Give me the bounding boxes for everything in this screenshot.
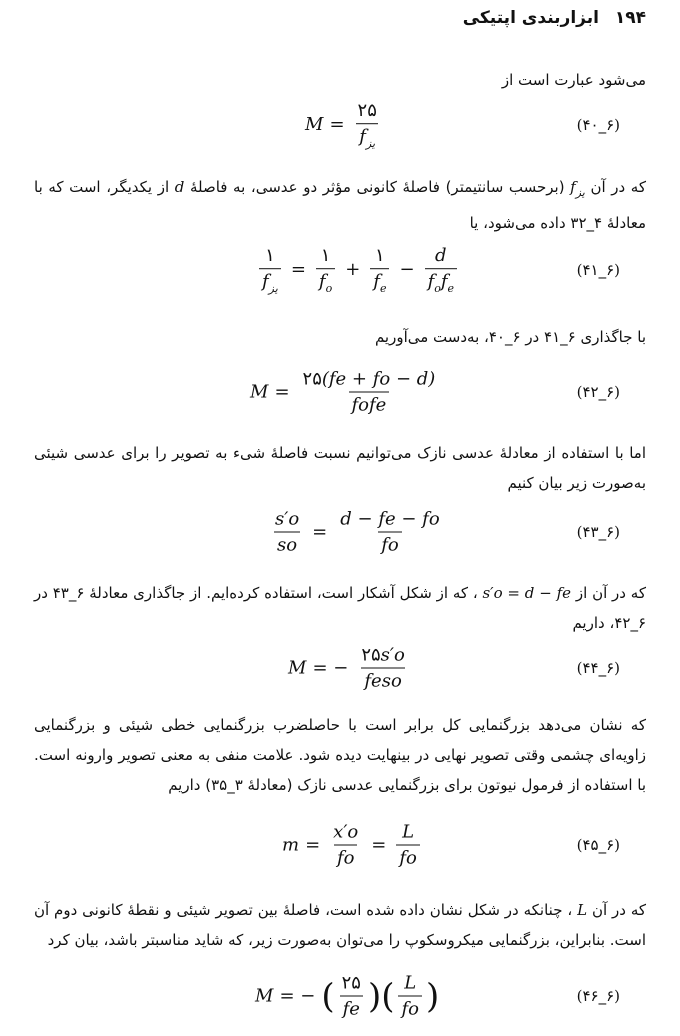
equation-6-41-formula: $\frac{۱}{f_{یز}}$ = $\frac{۱}{f_o}$ + $\frac{۱}{f_e}$ − $\frac{d}{f_of_e}$ [255, 245, 461, 295]
equation-6-40-number: (۶_۴۰) [576, 116, 620, 134]
page-number: ۱۹۴ [614, 8, 646, 28]
paragraph-1: می‌شود عبارت است از [501, 71, 646, 89]
equation-6-43 [0, 502, 680, 562]
equation-6-41-number: (۶_۴۱) [576, 261, 620, 279]
equation-6-42-formula: M = $\frac{۲۵(fe + fo - d)}{\text{fofe}}$ [250, 368, 436, 416]
equation-6-46-formula: M = − ( $\frac{۲۵}{fe}$ ) ( $\frac{L}{fo}$ ) [255, 972, 440, 1020]
equation-6-40-formula: M = $\frac{۲۵}{f_{یز}}$ [305, 100, 377, 150]
equation-6-44 [0, 638, 680, 698]
equation-6-44-formula: M = − $\frac{۲۵s'o}{\text{feso}}$ [288, 644, 405, 692]
equation-6-46-number: (۶_۴۶) [576, 987, 620, 1005]
equation-6-43-formula: $\frac{s'o}{so}$ = $\frac{d - fe - fo}{fo}$ [275, 508, 440, 556]
page-header [463, 8, 646, 28]
paragraph-5: که در آن از s′o = d − fe ، که از شکل آشکار است، استفاده کرده‌ایم. از جاگذاری معادلهٔ ۶_۴۳ در ۶_۴۲، داریم [34, 584, 646, 632]
chapter-title: ابزاربندی اپتیکی [462, 8, 599, 28]
equation-6-41 [0, 240, 680, 300]
equation-6-43-number: (۶_۴۳) [576, 523, 620, 541]
equation-6-45 [0, 815, 680, 875]
paragraph-4: اما با استفاده از معادلهٔ عدسی نازک می‌توانیم نسبت فاصلهٔ شیء به تصویر را برای عدسی شیئی به‌صورت زیر بیان کنیم [34, 444, 646, 492]
paragraph-7: که در آن L ، چنانکه در شکل نشان داده شده است، فاصلهٔ بین تصویر شیئی و نقطهٔ کانونی دوم آن است. بنابراین، بزرگنمایی میکروسکوپ را می‌توان به‌صورت زیر، که شاید مناسبتر باشد، بیان کرد [34, 901, 646, 949]
paragraph-6: که نشان می‌دهد بزرگنمایی کل برابر است با حاصلضرب بزرگنمایی خطی شیئی و بزرگنمایی زاویه‌ای چشمی وقتی تصویر نهایی در بینهایت دیده شود. علامت منفی به معنی تصویر وارونه است. با استفاده از فرمول نیوتون برای بزرگنمایی عدسی نازک (معادلهٔ ۳_۳۵) داریم [34, 716, 646, 794]
equation-6-40 [0, 95, 680, 155]
equation-6-44-number: (۶_۴۴) [576, 659, 620, 677]
equation-6-46 [0, 966, 680, 1026]
equation-6-45-formula: m = $\frac{x'o}{fo}$ = $\frac{L}{fo}$ [282, 822, 424, 869]
paragraph-2: که در آن $f_{یز}$ (برحسب سانتیمتر) فاصلهٔ کانونی مؤثر دو عدسی، به فاصلهٔ d از یکدیگر، است که با معادلهٔ ۴_۳۲ داده می‌شود، یا [34, 178, 646, 232]
equation-6-42-number: (۶_۴۲) [576, 383, 620, 401]
paragraph-3: با جاگذاری ۶_۴۱ در ۶_۴۰، به‌دست می‌آوریم [374, 328, 646, 346]
equation-6-42 [0, 362, 680, 422]
equation-6-45-number: (۶_۴۵) [576, 836, 620, 854]
